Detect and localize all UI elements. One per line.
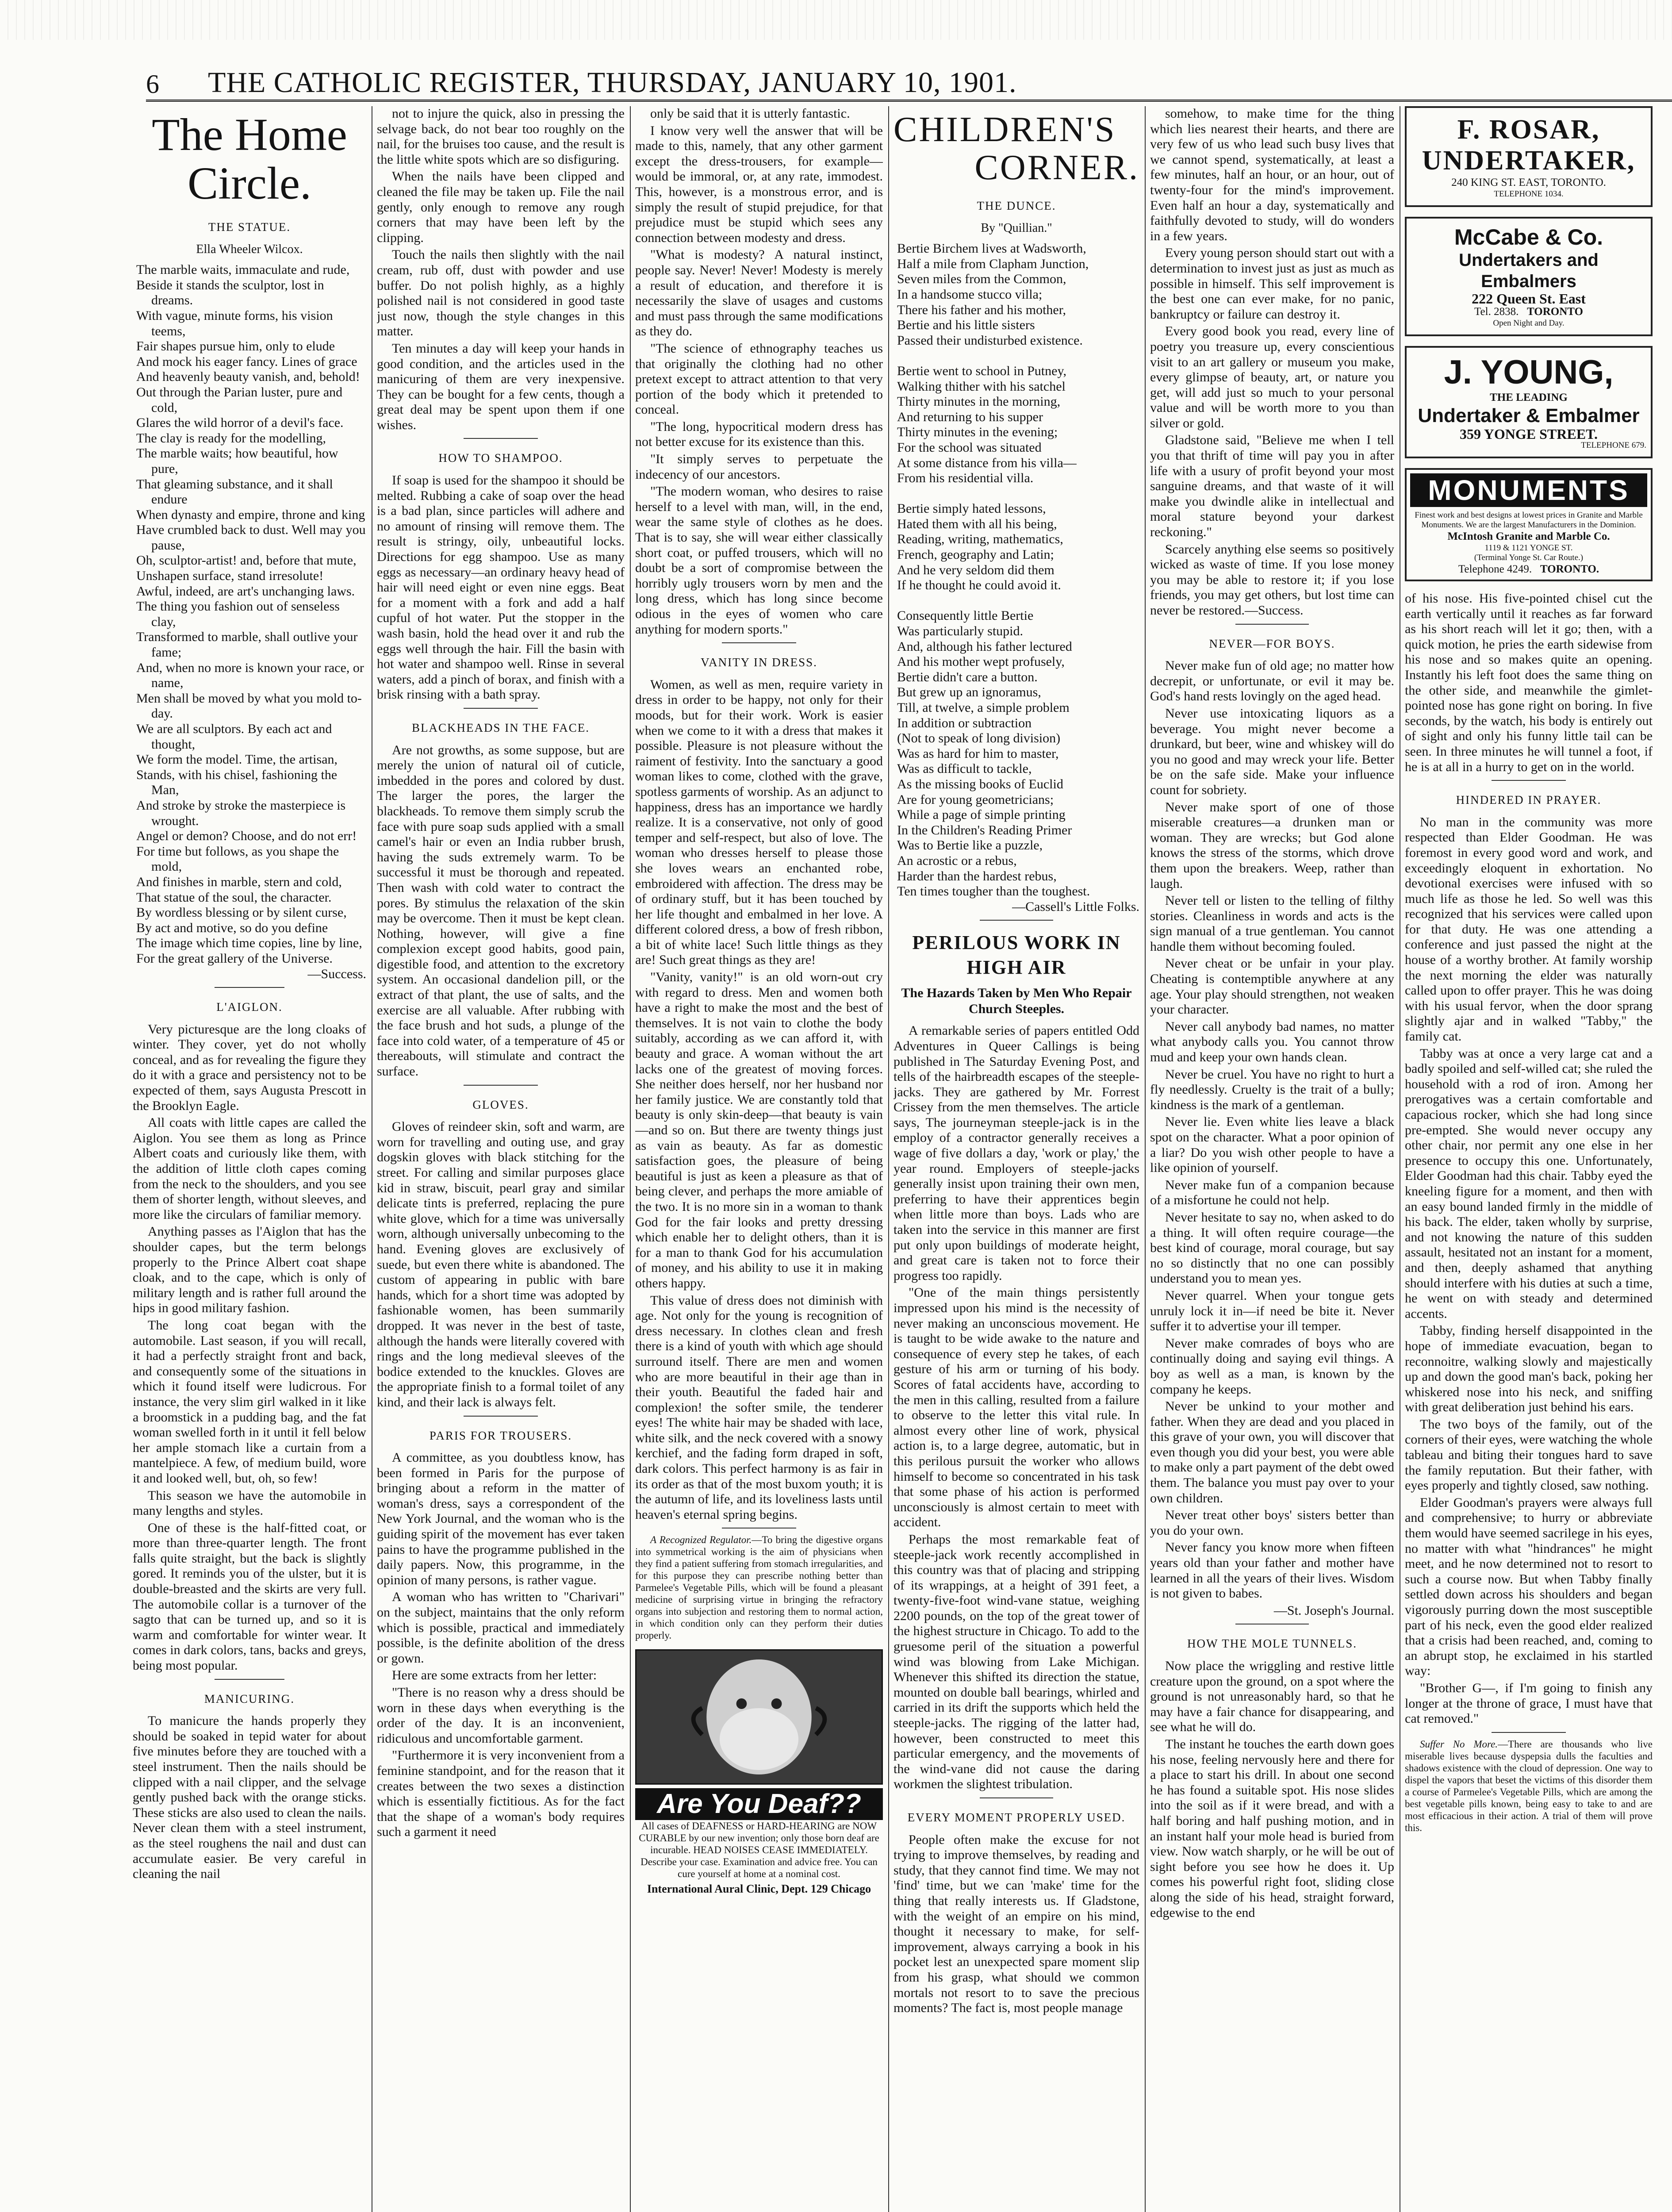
paragraph: Every young person should start out with a determination to invest just as just as much as possible in himself. This self improvement is the best one can ever make, for no panic, bankruptcy or failure can destroy it.	[1150, 246, 1394, 322]
paragraph: Never tell or listen to the telling of filthy stories. Cleanliness in words and acts is the sign manual of a true gentleman. You cannot handle them without becoming fouled.	[1150, 893, 1394, 954]
regulator-ad: A Recognized Regulator.—To bring the digestive organs into symmetrical working is the aim of physicians when they find a patient suffering from stomach irregularities, and for this purpose they can prescribe nothing better than Parmelee's Vegetable Pills, which will be found a pleasant medicine of surprising virtue in bringing the refractory organs into subjection and restoring them to normal action, in which condition only can they perform their duties properly.	[635, 1534, 883, 1641]
young-name: J. YOUNG,	[1444, 353, 1614, 391]
poem-line: At some distance from his villa—	[897, 455, 1077, 470]
poem-line: Bertie and his little sisters	[897, 318, 1035, 333]
column-6	[1405, 106, 1653, 2212]
poem-line: For the school was situated	[897, 440, 1042, 455]
vanity-article	[635, 677, 883, 1523]
mole-article	[1150, 1659, 1394, 1920]
paragraph: Elder Goodman's prayers were always full and comprehensive; to hurry or abbreviate them would have seemed sacrilege in his eyes, no matter with what "hindrances" he might meet, and he now determined not to resort to such a course now. But when Tabby finally settled down across his shoulders and began vigorously purring down the most susceptible part of his neck, even the good elder realized that a crisis had been reached, and, coming to an abrupt stop, he exclaimed in his startled way:	[1405, 1495, 1653, 1678]
paragraph: Touch the nails then slightly with the nail cream, rub off, dust with powder and use buffer. Do not polish highly, as a highly polished nail is not considered in good taste just now, though the style changes in this matter.	[377, 247, 625, 339]
perilous-header: PERILOUS WORK IN HIGH AIR	[912, 932, 1121, 979]
paragraph: Never use intoxicating liquors as a beverage. You might never become a drunkard, but beer, wine and whiskey will do you no good and may wreck your life. Better be on the safe side. Make your influence count for sobriety.	[1150, 706, 1394, 797]
dunce-byline: By "Quillian."	[981, 221, 1052, 235]
poem-line: And returning to his supper	[897, 409, 1043, 424]
poem-line: Till, at twelve, a simple problem	[897, 700, 1070, 715]
paragraph: Never quarrel. When your tongue gets unruly lock it in—if need be bite it. Never suffer it to advertise your ill temper.	[1150, 1288, 1394, 1334]
vanity-header: VANITY IN DRESS.	[701, 656, 817, 669]
suffer-title: Suffer No More.	[1420, 1738, 1498, 1750]
paragraph: "Furthermore it is very inconvenient from a feminine standpoint, and for the reason that it creates between the two sexes a distinction which is essentially fictitious. As for the fact that the shape of a woman's body requires such a garment it need	[377, 1748, 625, 1839]
poem-line: Half a mile from Clapham Junction,	[897, 256, 1089, 271]
every-moment-paragraph: People often make the excuse for not trying to improve themselves, by reading and study, that they cannot find time. We may not 'find' time, but we can 'make' time for the thing that really interests us. If Gladstone, with the weight of an empire on his mind, thought it necessary to make, for self-improvement, always carrying a book in his pocket lest an unexpected spare moment slip from his grasp, what should we common mortals not resort to to save the precious moments? The fact is, most people manage	[894, 1832, 1139, 2016]
poem-line: —Success.	[307, 966, 366, 981]
trousers-continued	[635, 106, 883, 637]
paragraph: Tabby, finding herself disappointed in the hope of immediate evacuation, began to reconnoitre, walking slowly and majestically up and down the good man's back, poking her whiskered nose into his neck, and sniffing with great deliberation just behind his ears.	[1405, 1323, 1653, 1415]
manicuring-paragraph: To manicure the hands properly they should be soaked in tepid water for about five minutes before they are touched with a steel instrument. Then the nails should be clipped with a nail clipper, and the selvage gently pushed back with the orange sticks. These sticks are also used to clean the nails. Never clean them with a steel instrument, as the steel roughens the nail and dust can accumulate easier. Be very careful in cleaning the nail	[133, 1713, 366, 1882]
young-phone: TELEPHONE 679.	[1581, 441, 1646, 450]
trousers-article	[377, 1450, 625, 1840]
gloves-header: GLOVES.	[472, 1098, 529, 1111]
poem-line: By wordless blessing or by silent curse,	[136, 905, 347, 920]
deaf-ad-text: All cases of DEAFNESS or HARD-HEARING are NOW CURABLE by our new invention; only those born deaf are incurable. HEAD NOISES CEASE IMMEDIATELY. Describe your case. Examination and advice free. You can cure yourself at home at a nominal cost.	[639, 1820, 879, 1880]
poem-line: —Cassell's Little Folks.	[1012, 899, 1139, 914]
divider	[464, 1085, 538, 1086]
aiglon-header: L'AIGLON.	[216, 1000, 283, 1014]
poem-line: The image which time copies, line by line,	[136, 936, 362, 951]
poem-line: The marble waits, immaculate and rude,	[136, 262, 350, 277]
monuments-phone: Telephone 4249.	[1458, 563, 1532, 575]
poem-line: And finishes in marble, stern and cold,	[136, 874, 342, 889]
old-man-ear-icon	[637, 1651, 882, 1783]
poem-line: Thirty minutes in the morning,	[897, 394, 1061, 409]
poem-line: We are all sculptors. By each act and thought,	[136, 722, 332, 752]
dunce-header: THE DUNCE.	[977, 199, 1056, 212]
regulator-title: A Recognized Regulator.	[650, 1534, 752, 1546]
poem-line: Consequently little Bertie	[897, 608, 1034, 623]
stanza-break	[897, 348, 1139, 364]
poem-line: Was particularly stupid.	[897, 624, 1024, 639]
column-rule	[1145, 106, 1146, 2212]
page-number: 6	[146, 69, 159, 99]
suffer-text: There are thousands who live miserable lives because dyspepsia dulls the faculties and shadows existence with the cloud of depression. One way to dispel the vapors that beset the victims of this disorder them a course of Parmelee's Vegetable Pills, which are among the best vegetable pills known, being easy to take to and are most efficacious in their action. A trial of them will prove this.	[1405, 1738, 1653, 1833]
mccabe-ad	[1405, 217, 1653, 336]
poem-line: Oh, sculptor-artist! and, before that mute,	[136, 553, 357, 568]
home-circle-title: The Home Circle.	[152, 109, 347, 209]
hindered-article	[1405, 815, 1653, 1727]
poem-line: Bertie went to school in Putney,	[897, 363, 1066, 378]
trousers-header: PARIS FOR TROUSERS.	[429, 1429, 572, 1442]
paragraph: Never make fun of old age; no matter how decrepit, or unfortunate, or evil it may be. God's hand rests lovingly on the aged head.	[1150, 658, 1394, 704]
column-rule	[630, 106, 631, 2212]
paragraph: A remarkable series of papers entitled Odd Adventures in Queer Callings is being published in The Saturday Evening Post, and tells of the hairbreadth escapes of the steeple-jacks. They are gathered by Mr. Forrest Crissey from the men themselves. The article says, The journeyman steeple-jack is in the employ of a contractor generally receives a wage of five dollars a day, 'work or play,' the year round. Employers of steeple-jacks generally insist upon training their own men, preferring to have their apprentices begin when little more than boys. Lads who are taken into the service in this manner are first put only upon buildings of moderate height, and great care is taken not to force their progress too rapidly.	[894, 1023, 1139, 1283]
paragraph: Tabby was at once a very large cat and a badly spoiled and self-willed cat; she ruled the household with a rod of iron. Among her prerogatives was a certain comfortable and capacious rocker, which she had long since pre-empted. She would never occupy any other chair, nor permit any one else in her presence to occupy this one. Unfortunately, Elder Goodman had this chair. Tabby eyed the kneeling figure for a moment, and then with an easy bound landed firmly in the middle of his back. The elder, taken wholly by surprise, and not knowing the nature of this sudden assault, hesitated not an instant for a moment, and then, deeply ashamed that anything should interfere with his duties at such a time, he went on with steady and determined accents.	[1405, 1046, 1653, 1321]
every-moment-continued	[1150, 106, 1394, 618]
poem-line: But grew up an ignoramus,	[897, 685, 1041, 700]
poem-line: That gleaming substance, and it shall endure	[136, 476, 333, 507]
poem-line: By act and motive, so do you define	[136, 920, 328, 935]
never-header: NEVER—FOR BOYS.	[1209, 637, 1335, 650]
poem-line: An acrostic or a rebus,	[897, 853, 1017, 868]
paragraph: Here are some extracts from her letter:	[392, 1668, 597, 1683]
perilous-article	[894, 1023, 1139, 1792]
blackheads-paragraph: Are not growths, as some suppose, but are merely the union of natural oil of cuticle, imbedded in the pores and colored by dust. The larger the pores, the larger the blackheads. To remove them simply scrub the face with pure soap suds applied with a small camel's hair or even an India rubber brush, having the suds extremely warm. To be successful it must be thorough and repeated. Then wash with cold water to contract the pores. By stimulus the relaxation of the skin may be overcome. Then it must be kept clean. Nothing, however, will give a fine complexion except good habits, good pain, digestible food, and attention to the excretory system. An occasional dandelion pill, or the extract of that plant, the use of salts, and the exercise are all valuable. After rubbing with the face brush and hot suds, a plunge of the face into cold water, of a temperature of 45 or thereabouts, will stimulate and contract the surface.	[377, 742, 625, 1079]
paragraph: No man in the community was more respected than Elder Goodman. He was foremost in every good word and work, and exceedingly eloquent in exhortation. No devotional exercises were infused with so much life as those he led. So well was this recognized that his services were called upon for that duty. He was one attending a conference and just passed the night at the house of a worthy brother. At family worship the next morning the elder was naturally called upon to offer prayer. This he was doing with his usual fervor, when the door sprang slightly ajar and in walked "Tabby," the family cat.	[1405, 814, 1653, 1044]
poem-line: The thing you fashion out of senseless clay,	[136, 599, 340, 629]
never-article	[1150, 658, 1394, 1601]
poem-line: In addition or subtraction	[897, 715, 1032, 730]
divider	[1235, 624, 1309, 625]
paragraph: Never cheat or be unfair in your play. Cheating is contemptible anywhere at any age. Your play should strengthen, not weaken your character.	[1150, 956, 1394, 1017]
stanza-break	[897, 593, 1139, 609]
divider	[1492, 1732, 1566, 1733]
shampoo-header: HOW TO SHAMPOO.	[438, 451, 563, 465]
rosar-name: F. ROSAR,	[1457, 115, 1600, 145]
monuments-ad	[1405, 468, 1653, 581]
poem-line: As the missing books of Euclid	[897, 776, 1063, 791]
rosar-phone: TELEPHONE 1034.	[1494, 189, 1564, 199]
poem-line: Hated them with all his being,	[897, 516, 1057, 531]
rosar-address: 240 KING ST. EAST, TORONTO.	[1451, 177, 1606, 188]
monuments-title: MONUMENTS	[1410, 473, 1647, 507]
column-1	[133, 106, 366, 2212]
poem-line: Seven miles from the Common,	[897, 272, 1066, 287]
mccabe-phone: Tel. 2838.	[1474, 306, 1519, 318]
paragraph: "The science of ethnography teaches us that originally the clothing had no other pretext except to attract attention to that very portion of the body which it pretended to conceal.	[635, 341, 883, 417]
poem-line: Bertie Birchem lives at Wadsworth,	[897, 241, 1086, 256]
paragraph: The long coat began with the automobile. Last season, if you will recall, it had a perfectly straight front and back, and consequently some of the situations in which it found itself were ludicrous. For instance, the very slim girl walked in it like a broomstick in a pudding bag, and the fat woman swelled forth in it until it fell below her ample stomach like a curtain from a mantelpiece. A few, of medium build, wore it and looked well, but, oh, so few!	[133, 1317, 366, 1486]
poem-line: Bertie didn't care a button.	[897, 669, 1038, 684]
poem-line: In a handsome stucco villa;	[897, 287, 1043, 302]
poem-line: French, geography and Latin;	[897, 547, 1054, 562]
column-3	[635, 106, 883, 2212]
paragraph: Never be cruel. You have no right to hurt a fly needlessly. Cruelty is the trait of a bully; kindness is the mark of a gentleman.	[1150, 1067, 1394, 1112]
divider	[1492, 780, 1566, 781]
paragraph: Never make fun of a companion because of a misfortune he could not help.	[1150, 1177, 1394, 1208]
young-ad	[1405, 346, 1653, 458]
paragraph: "There is no reason why a dress should be worn in these days when everything is the order of the day. It is an inconvenient, ridiculous and uncomfortable garment.	[377, 1685, 625, 1746]
poem-line: And mock his eager fancy. Lines of grace	[136, 354, 357, 369]
paragraph: Scarcely anything else seems so positively wicked as waste of time. If you lose money you may be able to restore it; if you lose friends, you may get others, but lost time can never be restored.—Success.	[1150, 541, 1394, 618]
paragraph: Gladstone said, "Believe me when I tell you that thrift of time will pay you in after life with a usury of profit beyond your most sanguine dreams, and that waste of it will make you dwindle alike in intellectual and moral stature beyond your darkest reckoning."	[1150, 433, 1394, 540]
blackheads-header: BLACKHEADS IN THE FACE.	[411, 721, 590, 734]
shampoo-paragraph: If soap is used for the shampoo it should be melted. Rubbing a cake of soap over the head is a bad plan, since particles will adhere and no amount of rinsing will remove them. The result is stringy, oily, unbeautiful locks. Directions for egg shampoo. Use as many eggs as necessary—an ordinary heavy head of hair will need eight or even nine eggs. Beat for a moment with a fork and add a half cupful of hot water. Put the stopper in the wash basin, hold the head over it and rub the eggs well through the hair. Fill the basin with hot water and shampoo well. Rinse in several waters, add a pinch of borax, and finish with a brisk rinsing with a bath spray.	[377, 473, 625, 702]
paragraph: When the nails have been clipped and cleaned the file may be taken up. File the nail gently, only enough to remove any rough corners that may have been left by the clipping.	[377, 169, 625, 245]
divider	[464, 438, 538, 439]
paragraph: Never be unkind to your mother and father. When they are dead and you placed in this grave of your own, you will discover that even though you did your best, you were able to make only a part payment of the debt owed them. The balance you must pay over to your own children.	[1150, 1399, 1394, 1505]
statue-header: THE STATUE.	[208, 220, 291, 234]
poem-line: Angel or demon? Choose, and do not err!	[136, 829, 357, 844]
monuments-address: 1119 & 1121 YONGE ST.	[1484, 543, 1573, 553]
poem-line: For the great gallery of the Universe.	[136, 951, 333, 966]
paragraph: "What is modesty? A natural instinct, people say. Never! Never! Modesty is merely a result of education, and therefore it is necessarily the slave of usages and customs and must pass through the same modifications as they do.	[635, 247, 883, 339]
paragraph: Never lie. Even white lies leave a black spot on the character. What a poor opinion of a liar? Do you wish other people to have a like opinion of yourself.	[1150, 1114, 1394, 1175]
paragraph: not to injure the quick, also in pressing the selvage back, do not bear too roughly on the nail, for the bruises too cause, and the result is the little white spots which are so disfiguring.	[377, 106, 625, 167]
monuments-company: McIntosh Granite and Marble Co.	[1447, 530, 1610, 542]
paragraph: Anything passes as l'Aiglon that has the shoulder capes, but the term belongs properly to the Prince Albert coat shape cloak, and to the cape, which is only of military length and is rather full around the hips in good military fashion.	[133, 1224, 366, 1316]
poem-line: Thirty minutes in the evening;	[897, 425, 1058, 440]
poem-line: Glares the wild horror of a devil's face.	[136, 415, 344, 430]
paragraph: A woman who has written to "Charivari" on the subject, maintains that the only reform which is possible, practical and immediately possible, is the definite abolition of the dress or gown.	[377, 1590, 625, 1666]
poem-line: We form the model. Time, the artisan,	[136, 752, 338, 767]
stanza-break	[897, 486, 1139, 502]
manicuring-continued	[377, 106, 625, 433]
suffer-ad: Suffer No More.—There are thousands who live miserable lives because dyspepsia dulls the faculties and shadows existence with the cloud of depression. One way to dispel the vapors that beset the victims of this disorder them a course of Parmelee's Vegetable Pills, which are among the best vegetable pills known, being easy to take to and are most efficacious in their action. A trial of them will prove this.	[1405, 1738, 1653, 1833]
every-moment-header: EVERY MOMENT PROPERLY USED.	[907, 1811, 1126, 1824]
divider	[980, 1797, 1054, 1798]
divider	[464, 708, 538, 709]
paragraph: somehow, to make time for the thing which lies nearest their hearts, and there are very few of us who lead such busy lives that we cannot spend, systematically, at least a few minutes, half an hour, or an hour, out of twenty-four for the mind's improvement. Even half an hour a day, systematically and faithfully devoted to study, will do wonders in a few years.	[1150, 106, 1394, 243]
monuments-text: Finest work and best designs at lowest prices in Granite and Marble Monuments. We are the largest Manufacturers in the Dominion.	[1415, 511, 1643, 530]
statue-poem	[133, 262, 366, 982]
poem-line: Reading, writing, mathematics,	[897, 532, 1063, 547]
monuments-terminal: (Terminal Yonge St. Car Route.)	[1474, 553, 1584, 562]
paragraph: Never make sport of one of those miserable creatures—a drunken man or woman. They are wrecks; but God alone knows the stress of the storms, which drove them upon the breakers. Weep, rather than laugh.	[1150, 799, 1394, 891]
masthead	[146, 58, 1672, 102]
childrens-corner-title	[894, 111, 1139, 187]
deaf-ad-title: Are You Deaf??	[635, 1788, 883, 1820]
young-address: 359 YONGE STREET.	[1459, 426, 1598, 442]
poem-line: And, when no more is known your race, or name,	[136, 660, 364, 691]
paragraph: This value of dress does not diminish with age. Not only for the young is recognition of dress necessary. In clothes clean and fresh there is a kind of youth with which age should surround itself. There are men and women who are more beautiful in their age than in their youth. Beautiful the faded hair and complexion! the softer smile, the tenderer eyes! The white hair may be shaded with lace, white silk, and the neck covered with a snowy kerchief, and the fading form draped in soft, dark colors. This perfect harmony is as fair in its order as that of the most buxom youth; it is the autumn of life, and its loveliness lasts until heaven's eternal spring begins.	[635, 1293, 883, 1522]
column-4	[894, 106, 1139, 2212]
poem-line: Passed their undisturbed existence.	[897, 333, 1083, 348]
regulator-text: To bring the digestive organs into symmetrical working is the aim of physicians when they find a patient suffering from stomach irregularities, and for this purpose they can prescribe nothing better than Parmelee's Vegetable Pills, which will be found a pleasant medicine of surprising virtue in bringing the refractory organs into subjection and restoring them to normal action, in which condition only can they perform their duties properly.	[635, 1534, 883, 1641]
poem-line: Bertie simply hated lessons,	[897, 501, 1046, 516]
mccabe-phone-line	[1411, 305, 1646, 319]
poem-line: And stroke by stroke the masterpiece is wrought.	[136, 798, 346, 828]
poem-line: While a page of simple printing	[897, 807, 1066, 822]
poem-line: In the Children's Reading Primer	[897, 822, 1072, 837]
poem-line: Out through the Parian luster, pure and cold,	[136, 384, 343, 415]
poem-line: And he very seldom did them	[897, 562, 1055, 577]
poem-line: Was as difficult to tackle,	[897, 761, 1032, 776]
poem-line: Beside it stands the sculptor, lost in dreams.	[136, 277, 324, 308]
paragraph: Never hesitate to say no, when asked to do a thing. It will often require courage—the best kind of courage, moral courage, but say no so distinctly that no one can possibly understand you to mean yes.	[1150, 1210, 1394, 1286]
column-rule	[888, 106, 889, 2212]
paragraph: Never fancy you know more when fifteen years old than your father and mother have learned in all the years of their lives. Wisdom is not given to babes.	[1150, 1540, 1394, 1601]
gloves-paragraph: Gloves of reindeer skin, soft and warm, are worn for travelling and outing use, and gray dogskin gloves with black stitching for the street. For calling and similar purposes glace kid in straw, biscuit, pearl gray and similar delicate tints is preferred, replacing the pure white glove, which for a time was universally worn, although universally unbecoming to the hand. Evening gloves are exclusively of suede, but even there white is abandoned. The custom of appearing in public with bare hands, which for a short time was adopted by fashionable women, has been summarily dropped. It was never in the best of taste, although the hands were literally covered with rings and the long medieval sleeves of the bodice extended to the knuckles. Gloves are the appropriate finish to a formal toilet of any kind, and their lack is always felt.	[377, 1119, 625, 1409]
poem-line: The clay is ready for the modelling,	[136, 430, 326, 445]
never-source: —St. Joseph's Journal.	[1273, 1603, 1394, 1618]
statue-author: Ella Wheeler Wilcox.	[196, 242, 303, 256]
mccabe-name: McCabe & Co.	[1454, 225, 1603, 250]
mccabe-trade: Undertakers and Embalmers	[1459, 250, 1599, 291]
perilous-subheader: The Hazards Taken by Men Who Repair Church Steeples.	[901, 986, 1132, 1017]
young-trade: Undertaker & Embalmer	[1418, 405, 1640, 426]
dunce-poem	[894, 241, 1139, 914]
poem-line: Awful, indeed, are art's unchanging laws.	[136, 584, 355, 599]
childrens-corner-title-line2: CORNER.	[974, 148, 1139, 187]
scan-noise	[0, 0, 1672, 40]
paragraph: This season we have the automobile in many lengths and styles.	[133, 1488, 366, 1518]
aiglon-article	[133, 1022, 366, 1674]
paragraph: Never call anybody bad names, no matter what anybody calls you. You cannot throw mud and keep your own hands clean.	[1150, 1019, 1394, 1065]
paragraph: "One of the main things persistently impressed upon his mind is the necessity of never making an unconscious movement. He is taught to be wide awake to the nature and consequence of every step he takes, of each gesture of his arm or turning of his body. Scores of fatal accidents have, according to the men in this calling, resulted from a failure to observe to the letter this vital rule. In almost every other line of work, physical action is, to a large degree, automatic, but in this perilous pursuit the worker who allows himself to become so concentrated in his task that some phase of his action is performed unconsciously is almost certain to meet with accident.	[894, 1285, 1139, 1530]
column-5	[1150, 106, 1394, 2212]
mole-continued: of his nose. His five-pointed chisel cut the earth vertically until it reaches as far forward as his short reach will let it go; then, with a quick motion, he pries the earth sidewise from his nose and so makes quite an opening. Instantly his left foot does the same thing on the other side, and meanwhile the gimlet-pointed nose has gone right on boring. In five seconds, by the watch, his body is entirely out of sight and only his funny little tail can be seen. In three minutes he will tunnel a foot, if he is at all in a hurry to get on in the world.	[1405, 591, 1653, 774]
hindered-header: HINDERED IN PRAYER.	[1456, 793, 1602, 807]
deaf-ad-company: International Aural Clinic, Dept. 129 Chicago	[647, 1882, 871, 1896]
paragraph: Women, as well as men, require variety in dress in order to be happy, not only for their moods, but for their work. Work is easier when we come to it with a dress that makes it possible. Pleasure is not pleasure without the raiment of festivity. Into the sanctuary a good woman likes to come, clothed with the grave, spotless garments of worship. As an adjunct to happiness, dress has an importance we hardly realize. It is a conservative, not only of good temper and self-respect, but also of love. The woman who dresses herself to please those she loves wears an enchanted robe, embroidered with affection. The dress may be of ordinary stuff, but it has been touched by her life thought and embalmed in her love. A different colored dress, a bow of fresh ribbon, a bit of white lace! Such little things as they are! Such great things as they are!	[635, 677, 883, 968]
poem-line: And heavenly beauty vanish, and, behold!	[136, 369, 360, 384]
poem-line: (Not to speak of long division)	[897, 731, 1061, 746]
paragraph: Never treat other boys' sisters better than you do your own.	[1150, 1508, 1394, 1538]
paragraph: Very picturesque are the long cloaks of winter. They cover, yet do not wholly conceal, and as for revealing the figure they do it with a grace and persistency not to be expected of them, says Augusta Prescott in the Brooklyn Eagle.	[133, 1022, 366, 1113]
young-leading: THE LEADING	[1490, 392, 1568, 403]
paragraph: I know very well the answer that will be made to this, namely, that any other garment except the dress-trousers, for example—would be immoral, or, at any rate, immodest. This, however, is a monstrous error, and is simply the result of stupid prejudice, for that prejudice must be stupid which sees any connection between modesty and dress.	[635, 123, 883, 245]
childrens-corner-title-line1: CHILDREN'S	[894, 110, 1116, 149]
mccabe-city: TORONTO	[1527, 306, 1583, 318]
poem-line: Unshapen surface, stand irresolute!	[136, 568, 324, 584]
divider	[722, 642, 796, 643]
deaf-ad-illustration	[635, 1649, 883, 1785]
newspaper-title: THE CATHOLIC REGISTER, THURSDAY, JANUARY 10, 1901.	[208, 66, 1017, 99]
poem-line: Was to Bertie like a puzzle,	[897, 838, 1043, 853]
manicuring-header: MANICURING.	[204, 1692, 295, 1705]
column-2	[377, 106, 625, 2212]
poem-line: There his father and his mother,	[897, 302, 1066, 317]
paragraph: Every good book you read, every line of poetry you treasure up, every conscientious visit to an art gallery or museum you make, every glimpse of beauty, art, or nature you get, will add just so much to your personal value and will be worth more to you than silver or gold.	[1150, 324, 1394, 430]
poem-line: The marble waits; how beautiful, how pure,	[136, 446, 338, 476]
poem-line: And, although his father lectured	[897, 639, 1072, 654]
paragraph: Now place the wriggling and restive little creature upon the ground, on a spot where the ground is not unreasonably hard, so that he may have a fair chance for disappearing, and see what he will do.	[1150, 1659, 1394, 1735]
divider	[464, 1416, 538, 1417]
poem-line: Harder than the hardest rebus,	[897, 868, 1057, 883]
paragraph: The instant he touches the earth down goes his nose, feeling nervously here and there for a place to start his drill. In about one second he has found a suitable spot. His nose slides into the soil as if it were bread, and with a half boring and half pushing motion, and in an instant half your mole head is buried from view. Now watch sharply, or he will be out of sight before you see how he does it. Up comes his powerful right foot, sliding close along the side of his head, straight forward, edgewise to the end	[1150, 1736, 1394, 1920]
poem-line: Stands, with his chisel, fashioning the Man,	[136, 767, 337, 798]
poem-line: With vague, minute forms, his vision teems,	[136, 308, 333, 338]
mccabe-hours: Open Night and Day.	[1493, 319, 1565, 328]
paragraph: "Vanity, vanity!" is an old worn-out cry with regard to dress. Men and women both have a right to make the most and the best of themselves. It is not vain to clothe the body suitably, according as we can afford it, with beauty and grace. A woman without the art lacks one of the greatest of moving forces. She neither does herself, nor her husband nor her family justice. We are constantly told that beauty is only skin-deep—that beauty is vain—and so on. But there are twenty things just as vain as beauty. As far as domestic satisfaction goes, the pleasure of being beautiful is just as keen a pleasure as that of being clever, and perhaps the more amiable of the two. It is no more sin in a woman to thank God for the fair looks and pretty dressing which enable her to delight others, than it is for a man to thank God for his accumulation of money, and his ability to use it in making others happy.	[635, 970, 883, 1290]
divider	[980, 920, 1054, 921]
poem-line: And his mother wept profusely,	[897, 654, 1065, 669]
paragraph: A committee, as you doubtless know, has been formed in Paris for the purpose of bringing about a reform in the matter of woman's dress, says a correspondent of the New York Journal, and the woman who is the guiding spirit of the movement has ever taken pains to have the programme published in the daily papers. Now, this programme, in the opinion of many persons, is rather vague.	[377, 1450, 625, 1587]
poem-line: From his residential villa.	[897, 471, 1034, 486]
paragraph: "The modern woman, who desires to raise herself to a level with man, will, in the end, wear the same style of clothes as he does. That is to say, she will wear either classically short coat, or puffed trousers, which will no doubt be a sort of compromise between the horribly ugly trousers worn by men and the long dress, which has long since become odious in the eyes of women who care anything for modern sports."	[635, 484, 883, 637]
poem-line: Was as hard for him to master,	[897, 746, 1059, 761]
poem-line: Have crumbled back to dust. Well may you pause,	[136, 522, 366, 553]
paragraph: "It simply serves to perpetuate the indecency of our ancestors.	[635, 452, 883, 482]
poem-line: Men shall be moved by what you mold to-day.	[136, 691, 362, 721]
poem-line: Walking thither with his satchel	[897, 379, 1066, 394]
paragraph: Never make comrades of boys who are continually doing and saying evil things. A boy as well as a man, is known by the company he keeps.	[1150, 1336, 1394, 1397]
monuments-phone-line	[1410, 563, 1647, 576]
paragraph: Perhaps the most remarkable feat of steeple-jack work recently accomplished in this country was that of placing and stripping of its wrappings, at a height of 391 feet, a twenty-five-foot wind-vane statue, weighing 2200 pounds, on the top of the great tower of the highest structure in Chicago. To add to the gruesome peril of the situation a powerful wind was blowing from Lake Michigan. Whenever this shifted its direction the statue, mounted on double ball bearings, whirled and carried in its drift the supports which held the steeple-jacks. The rigging of the latter had, however, been constructed to meet this particular emergency, and the movements of the wind-vane did not cause the daring workmen the slightest tribulation.	[894, 1532, 1139, 1792]
divider	[215, 1679, 284, 1680]
divider	[215, 987, 284, 988]
poem-line: That statue of the soul, the character.	[136, 890, 332, 905]
mole-header: HOW THE MOLE TUNNELS.	[1187, 1637, 1357, 1651]
paragraph: "Brother G—, if I'm going to finish any longer at the throne of grace, I must have that cat removed."	[1405, 1680, 1653, 1726]
paragraph: "The long, hypocritical modern dress has not better excuse for its existence than this.	[635, 419, 883, 449]
poem-line: If he thought he could avoid it.	[897, 578, 1061, 593]
rosar-trade: UNDERTAKER,	[1422, 146, 1636, 176]
mccabe-address: 222 Queen St. East	[1472, 291, 1586, 307]
poem-line: For time but follows, as you shape the mold,	[136, 844, 339, 874]
paragraph: One of these is the half-fitted coat, or more than three-quarter length. The front falls quite straight, but the back is slightly gored. It reminds you of the ulster, but it is double-breasted and the skirts are very full. The automobile collar is a turnover of the sagto that can be turned up, and so it is warm and comfortable for winter wear. It comes in dark colors, tans, backs and greys, being most popular.	[133, 1520, 366, 1673]
rosar-ad	[1405, 106, 1653, 207]
paragraph: Ten minutes a day will keep your hands in good condition, and the articles used in the manicuring of them are very inexpensive. They can be bought for a few cents, though a great deal may be spent upon them if one wishes.	[377, 341, 625, 432]
poem-line: Transformed to marble, shall outlive your fame;	[136, 630, 358, 660]
paragraph: All coats with little capes are called the Aiglon. You see them as long as Prince Albert coats and curiously like them, with the addition of little cloth capes coming from the neck to the shoulders, and you see them of shorter length, without sleeves, and more like the circulars of familiar memory.	[133, 1115, 366, 1222]
poem-line: Ten times tougher than the toughest.	[897, 884, 1090, 899]
monuments-city: TORONTO.	[1540, 563, 1599, 575]
paragraph: The two boys of the family, out of the corners of their eyes, were watching the whole tableau and biting their tongues hard to save the family reputation. But their father, with eyes properly and tightly closed, saw nothing.	[1405, 1417, 1653, 1493]
paragraph: only be said that it is utterly fantastic.	[650, 106, 850, 121]
poem-line: When dynasty and empire, throne and king	[136, 507, 365, 522]
poem-line: Fair shapes pursue him, only to elude	[136, 339, 335, 354]
poem-line: Are for young geometricians;	[897, 792, 1054, 807]
